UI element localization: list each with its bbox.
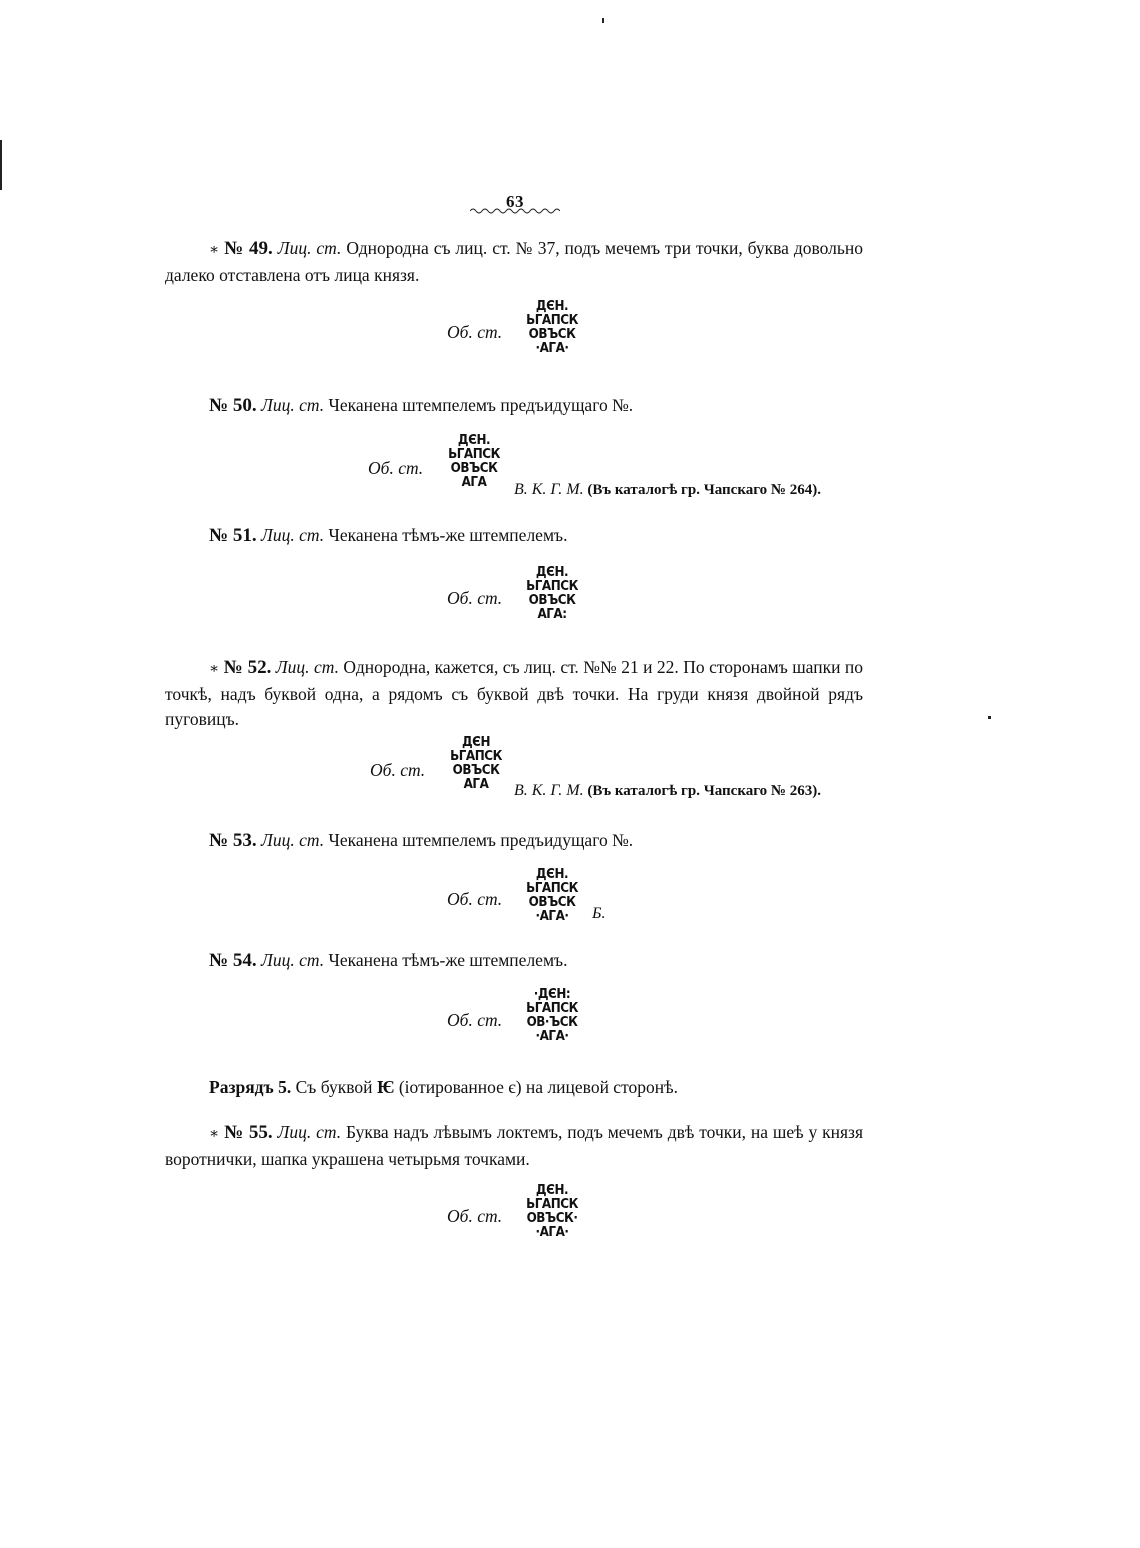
ob-label: Об. ст. xyxy=(447,889,503,909)
ob-label: Об. ст. xyxy=(447,1206,503,1226)
ob-label: Об. ст. xyxy=(447,588,503,608)
entry-text: Чеканена штемпелемъ предъидущаго №. xyxy=(328,395,634,415)
side-label: Лиц. ст. xyxy=(260,950,325,970)
catalog-reference: Б. xyxy=(592,905,606,922)
star-mark: ∗ xyxy=(209,1126,220,1142)
entry-text: Чеканена тѣмъ-же штемпелемъ. xyxy=(328,950,568,970)
wavy-rule xyxy=(470,206,560,216)
catalog-reference: В. К. Г. М. (Въ каталогѣ гр. Чапскаго № 263). xyxy=(514,782,821,799)
entry-number: № 55. xyxy=(224,1122,273,1143)
section-letter: Ѥ xyxy=(376,1077,395,1097)
entry-number: № 49. xyxy=(224,238,273,259)
star-mark: ∗ xyxy=(209,242,220,258)
coin-legend: ДЄН. ЬГАПСК ОВЪСК АГА xyxy=(448,433,500,490)
coin-legend: ·ДЄН: ЬГАПСК ОВ·ЪСК ·АГА· xyxy=(526,987,578,1044)
scan-speck xyxy=(602,18,604,23)
section-heading xyxy=(209,1077,678,1098)
entry-number: № 53. xyxy=(209,830,257,851)
entry-number: № 52. xyxy=(223,657,272,678)
ob-label: Об. ст. xyxy=(370,760,426,780)
side-label: Лиц. ст. xyxy=(260,395,325,415)
ob-label: Об. ст. xyxy=(368,458,424,478)
entry-number: № 51. xyxy=(209,525,257,546)
entry-49 xyxy=(165,236,863,288)
coin-legend: ДЄН. ЬГАПСК ОВЪСК ·АГА· xyxy=(526,867,578,924)
entry-53 xyxy=(209,830,633,852)
entry-55 xyxy=(165,1120,863,1172)
entry-text: Чеканена тѣмъ-же штемпелемъ. xyxy=(328,525,568,545)
scan-edge-mark xyxy=(0,140,2,190)
ob-label: Об. ст. xyxy=(447,1010,503,1030)
entry-text: Буква надъ лѣвымъ локтемъ, подъ мечемъ двѣ точки, на шеѣ у князя воротнички, шапка украшена четырьмя точками. xyxy=(165,1122,863,1169)
coin-legend: ДЄН. ЬГАПСК ОВЪСК· ·АГА· xyxy=(526,1183,578,1240)
entry-number: № 54. xyxy=(209,950,257,971)
side-label: Лиц. ст. xyxy=(277,1122,342,1142)
entry-text: Однородна, кажется, съ лиц. ст. №№ 21 и 22. По сторонамъ шапки по точкѣ, надъ буквой одна, а рядомъ съ буквой двѣ точки. На груди князя двойной рядъ пуговицъ. xyxy=(165,657,863,729)
entry-51 xyxy=(209,525,567,547)
side-label: Лиц. ст. xyxy=(260,525,325,545)
side-label: Лиц. ст. xyxy=(260,830,325,850)
side-label: Лиц. ст. xyxy=(275,657,339,677)
catalog-reference: В. К. Г. М. (Въ каталогѣ гр. Чапскаго № 264). xyxy=(514,481,821,498)
coin-legend: ДЄН ЬГАПСК ОВЪСК АГА xyxy=(450,735,502,792)
coin-legend: ДЄН. ЬГАПСК ОВЪСК ·АГА· xyxy=(526,299,578,356)
entry-text: Однородна съ лиц. ст. № 37, подъ мечемъ три точки, буква довольно далеко отставлена отъ лица князя. xyxy=(165,238,863,285)
star-mark: ∗ xyxy=(209,661,220,677)
ob-label: Об. ст. xyxy=(447,322,503,342)
scan-speck xyxy=(988,716,991,719)
entry-text: Чеканена штемпелемъ предъидущаго №. xyxy=(328,830,634,850)
section-text: Съ буквой xyxy=(295,1077,373,1097)
entry-52 xyxy=(165,655,863,732)
section-text: (іотированное є) на лицевой сторонѣ. xyxy=(398,1077,678,1097)
entry-50 xyxy=(209,395,633,417)
side-label: Лиц. ст. xyxy=(277,238,342,258)
coin-legend: ДЄН. ЬГАПСК ОВЪСК АГА: xyxy=(526,565,578,622)
page-number: 63 xyxy=(506,192,524,211)
section-label: Разрядъ 5. xyxy=(209,1077,292,1097)
entry-54 xyxy=(209,950,567,972)
entry-number: № 50. xyxy=(209,395,257,416)
